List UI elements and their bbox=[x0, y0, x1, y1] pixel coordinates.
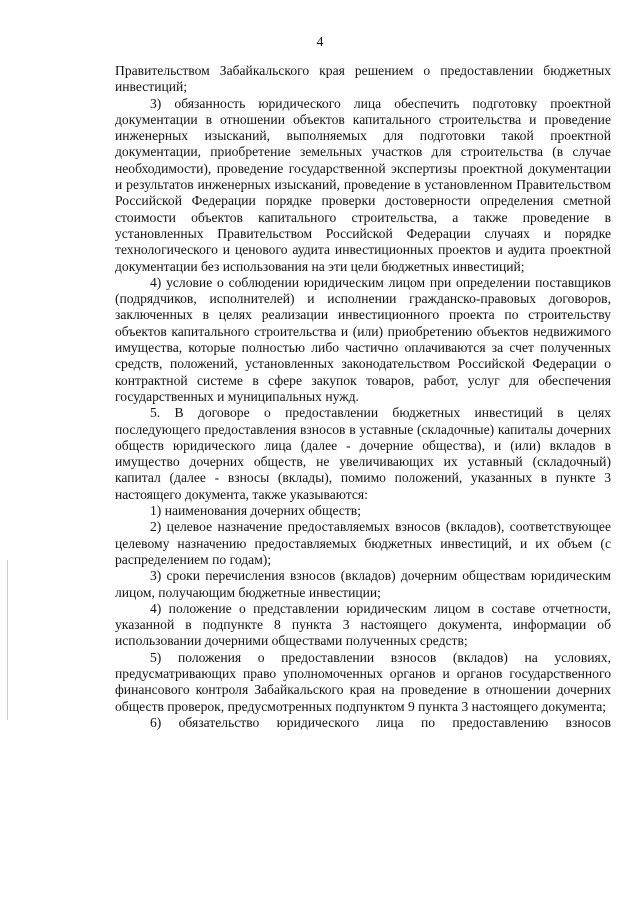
paragraph: 5) положения о предоставлении взносов (вкладов) на условиях, предусматривающих право уполномоченных органов и органов государственного финансового контроля Забайкальского края на проведение в отношении дочерних обществ проверок, предусмотренных подпунктом 9 пункта 3 настоящего документа; bbox=[115, 649, 611, 714]
paragraph: 5. В договоре о предоставлении бюджетных инвестиций в целях последующего предоставления взносов в уставные (складочные) капиталы дочерних обществ юридического лица (далее - дочерние общества), и (или) вкладов в имущество дочерних обществ, не увеличивающих их уставный (складочный) капитал (далее - взносы (вклады), помимо положений, указанных в пункте 3 настоящего документа, также указываются: bbox=[115, 405, 611, 502]
paragraph: 6) обязательство юридического лица по предоставлению взносов bbox=[150, 714, 611, 730]
document-body bbox=[115, 63, 611, 731]
paragraph: 1) наименования дочерних обществ; bbox=[150, 503, 361, 519]
page-number: 4 bbox=[316, 35, 324, 50]
paragraph: 2) целевое назначение предоставляемых взносов (вкладов), соответствующее целевому назначению предоставляемых бюджетных инвестиций, и их объем (с распределением по годам); bbox=[115, 519, 611, 567]
scan-margin-mark bbox=[7, 560, 8, 720]
paragraph: 3) сроки перечисления взносов (вкладов) дочерним обществам юридическим лицом, получающим бюджетные инвестиции; bbox=[115, 568, 611, 600]
paragraph: 3) обязанность юридического лица обеспечить подготовку проектной документации в отношении объектов капитального строительства и проведение инженерных изысканий, выполняемых для подготовки такой проектной документации, приобретение земельных участков для строительства (в случае необходимости), проведение государственной экспертизы проектной документации и результатов инженерных изысканий, проведение в установленном Правительством Российской Федерации порядке проверки достоверности определения сметной стоимости объектов капитального строительства, а также проведение в установленных Правительством Российской Федерации случаях и порядке технологического и ценового аудита инвестиционных проектов и аудита проектной документации без использования на эти цели бюджетных инвестиций; bbox=[115, 95, 611, 274]
paragraph: Правительством Забайкальского края решением о предоставлении бюджетных инвестиций; bbox=[115, 63, 611, 95]
paragraph: 4) условие о соблюдении юридическим лицом при определении поставщиков (подрядчиков, исполнителей) и исполнении гражданско-правовых договоров, заключенных в целях реализации инвестиционного проекта по строительству объектов капитального строительства и (или) приобретению объектов недвижимого имущества, которые полностью либо частично оплачиваются за счет полученных средств, положений, установленных законодательством Российской Федерации о контрактной системе в сфере закупок товаров, работ, услуг для обеспечения государственных и муниципальных нужд. bbox=[115, 274, 611, 404]
paragraph: 4) положение о представлении юридическим лицом в составе отчетности, указанной в подпункте 8 пункта 3 настоящего документа, информации об использовании дочерними обществами полученных средств; bbox=[115, 600, 611, 649]
